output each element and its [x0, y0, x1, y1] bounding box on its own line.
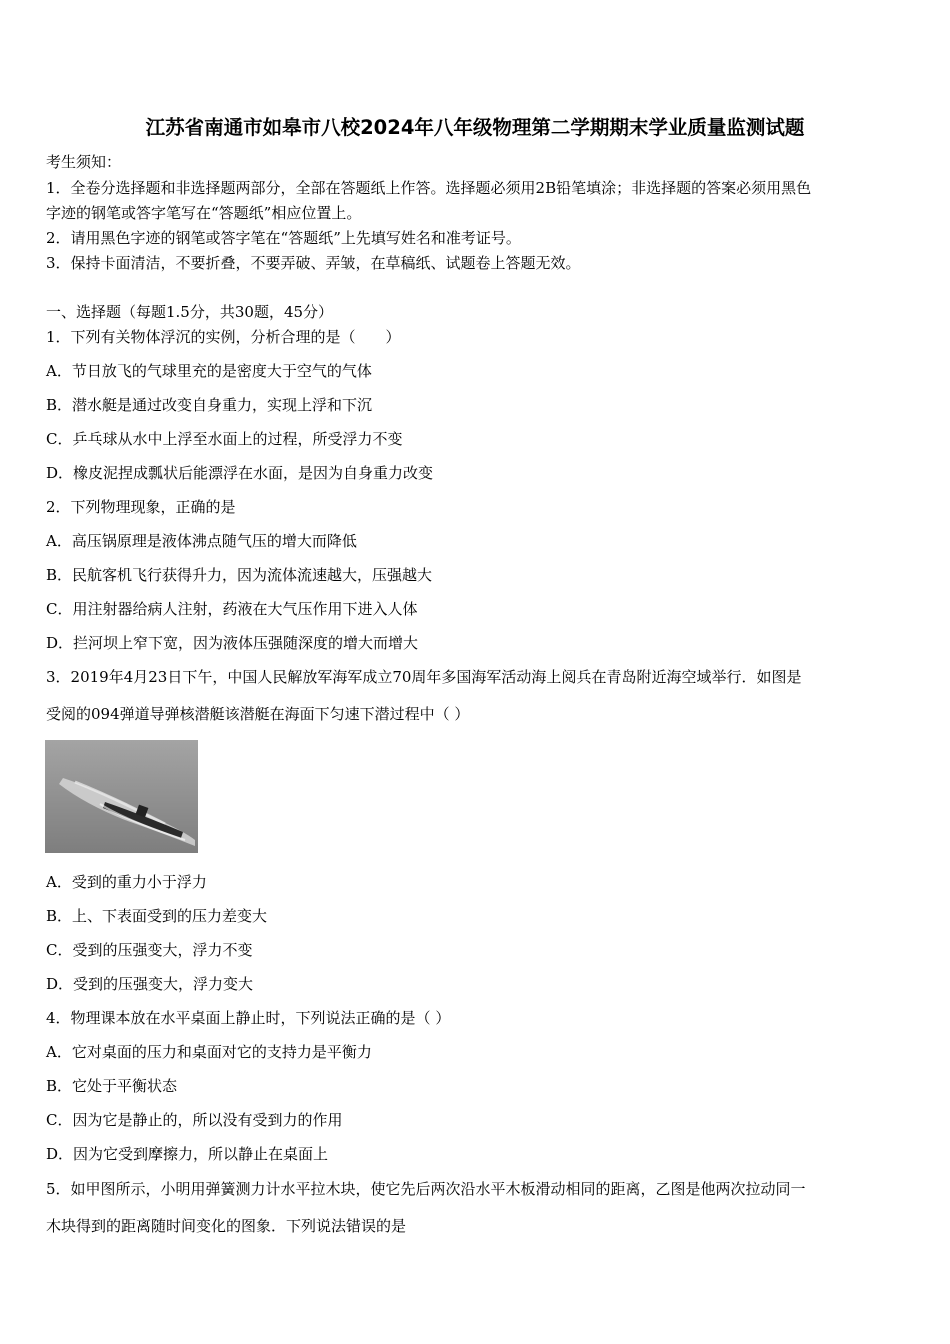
q3-option-d: D．受到的压强变大，浮力变大	[46, 975, 254, 993]
page-title: 江苏省南通市如皋市八校2024年八年级物理第二学期期末学业质量监测试题	[145, 116, 805, 139]
q2-option-a: A．高压锅原理是液体沸点随气压的增大而降低	[46, 532, 357, 550]
q3-option-a: A．受到的重力小于浮力	[46, 873, 207, 891]
q5-stem-line1: 5．如甲图所示，小明用弹簧测力计水平拉木块，使它先后两次沿水平木板滑动相同的距离，乙图是他两次拉动同一	[46, 1180, 806, 1198]
q3-option-c: C．受到的压强变大，浮力不变	[46, 941, 253, 959]
notice-item-1-cont: 字迹的钢笔或答字笔写在“答题纸”相应位置上。	[46, 204, 362, 222]
q5-stem-line2: 木块得到的距离随时间变化的图象．下列说法错误的是	[46, 1217, 407, 1235]
q2-option-c: C．用注射器给病人注射，药液在大气压作用下进入人体	[46, 600, 418, 618]
submarine-photo	[45, 740, 198, 853]
q3-stem-line1: 3．2019年4月23日下午，中国人民解放军海军成立70周年多国海军活动海上阅兵在青岛附近海空域举行．如图是	[46, 668, 802, 686]
q1-option-c: C．乒乓球从水中上浮至水面上的过程，所受浮力不变	[46, 430, 403, 448]
q4-option-b: B．它处于平衡状态	[46, 1077, 178, 1095]
q1-stem: 1．下列有关物体浮沉的实例，分析合理的是（ ）	[46, 328, 401, 346]
q1-option-b: B．潜水艇是通过改变自身重力，实现上浮和下沉	[46, 396, 373, 414]
q4-option-a: A．它对桌面的压力和桌面对它的支持力是平衡力	[46, 1043, 372, 1061]
q1-option-d: D．橡皮泥捏成瓢状后能漂浮在水面，是因为自身重力改变	[46, 464, 434, 482]
q4-stem: 4．物理课本放在水平桌面上静止时，下列说法正确的是（ ）	[46, 1009, 451, 1027]
submarine-image	[45, 740, 198, 853]
q2-option-b: B．民航客机飞行获得升力，因为流体流速越大，压强越大	[46, 566, 433, 584]
notice-item-3: 3．保持卡面清洁，不要折叠，不要弄破、弄皱，在草稿纸、试题卷上答题无效。	[46, 254, 581, 272]
q4-option-c: C．因为它是静止的，所以没有受到力的作用	[46, 1111, 343, 1129]
q2-option-d: D．拦河坝上窄下宽，因为液体压强随深度的增大而增大	[46, 634, 419, 652]
notice-item-2: 2．请用黑色字迹的钢笔或答字笔在“答题纸”上先填写姓名和准考证号。	[46, 229, 521, 247]
notice-heading: 考生须知：	[46, 153, 122, 171]
q4-option-d: D．因为它受到摩擦力，所以静止在桌面上	[46, 1145, 329, 1163]
q3-option-b: B．上、下表面受到的压力差变大	[46, 907, 268, 925]
section-heading: 一、选择题（每题1.5分，共30题，45分）	[46, 303, 334, 321]
q2-stem: 2．下列物理现象，正确的是	[46, 498, 236, 516]
q1-option-a: A．节日放飞的气球里充的是密度大于空气的气体	[46, 362, 372, 380]
q3-stem-line2: 受阅的094弹道导弹核潜艇该潜艇在海面下匀速下潜过程中（ ）	[46, 705, 470, 723]
notice-item-1: 1．全卷分选择题和非选择题两部分，全部在答题纸上作答。选择题必须用2B铅笔填涂；非选择题的答案必须用黑色	[46, 179, 812, 197]
